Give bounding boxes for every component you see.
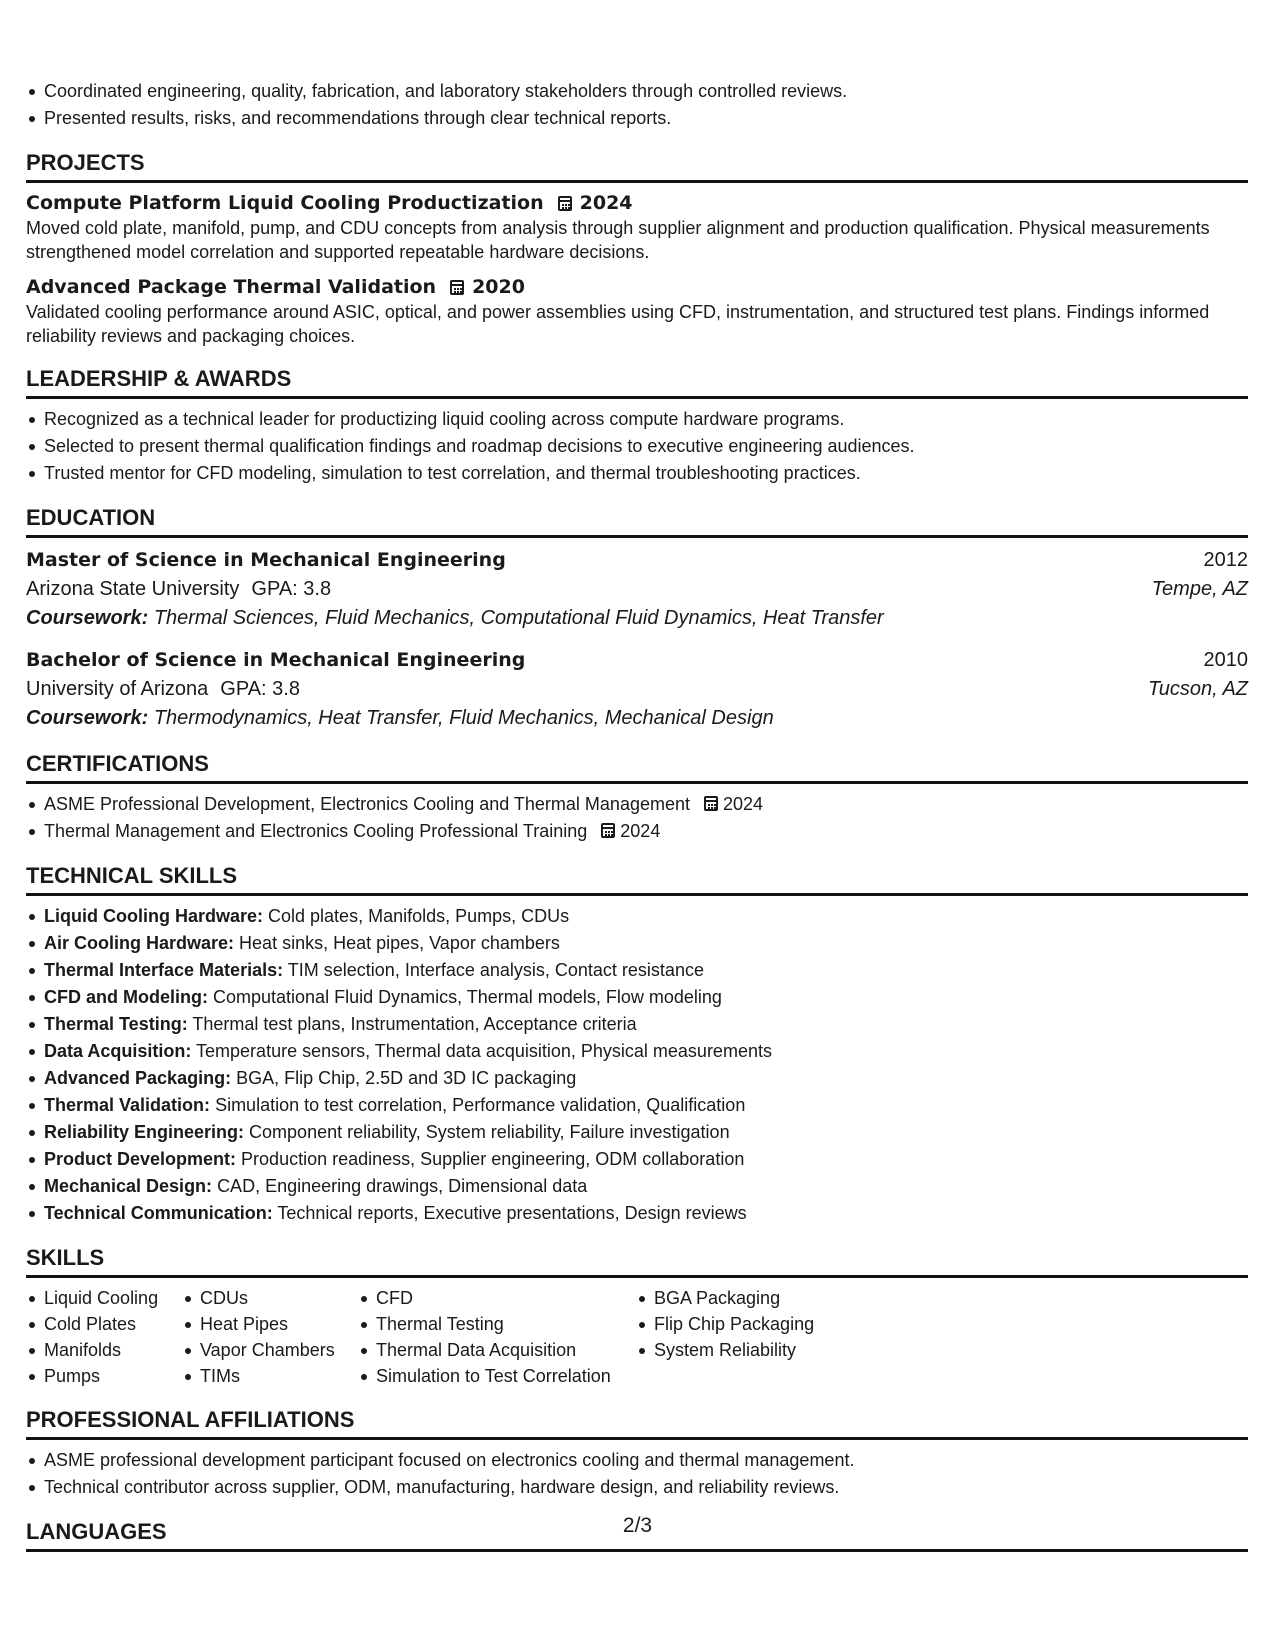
list-item: CFD xyxy=(358,1285,636,1311)
skill-category: Thermal Validation: xyxy=(44,1095,211,1115)
list-item: Heat Pipes xyxy=(182,1311,358,1337)
skill-category: Advanced Packaging: xyxy=(44,1068,232,1088)
certification-year: 2024 xyxy=(620,821,661,841)
list-item xyxy=(26,984,1248,1011)
list-item: BGA Packaging xyxy=(636,1285,814,1311)
location: Tempe, AZ xyxy=(1151,578,1248,600)
section-title-leadership: LEADERSHIP & AWARDS xyxy=(26,364,1248,399)
skill-values: Temperature sensors, Thermal data acquisition, Physical measurements xyxy=(196,1041,772,1061)
calendar-icon xyxy=(704,796,718,811)
list-item xyxy=(26,1065,1248,1092)
list-item: Manifolds xyxy=(26,1337,182,1363)
education-entry xyxy=(26,645,1248,733)
project-entry xyxy=(26,190,1248,264)
project-entry xyxy=(26,274,1248,348)
section-title-languages: LANGUAGES xyxy=(26,1517,1248,1552)
section-title-education: EDUCATION xyxy=(26,503,1248,538)
list-item: CDUs xyxy=(182,1285,358,1311)
project-name: Advanced Package Thermal Validation xyxy=(26,276,437,298)
school: Arizona State University xyxy=(26,578,240,600)
coursework-label: Coursework: xyxy=(26,707,149,729)
leadership-list xyxy=(26,406,1248,487)
project-year: 2020 xyxy=(472,276,525,298)
section-title-affiliations: PROFESSIONAL AFFILIATIONS xyxy=(26,1405,1248,1440)
resume-page xyxy=(26,78,1248,1559)
list-item xyxy=(26,1200,1248,1227)
calendar-icon xyxy=(450,280,464,295)
location: Tucson, AZ xyxy=(1147,678,1248,700)
page-number: 2/3 xyxy=(622,1514,653,1537)
list-item xyxy=(26,1038,1248,1065)
skill-values: Component reliability, System reliability, Failure investigation xyxy=(249,1122,730,1142)
certification-name: ASME Professional Development, Electronics Cooling and Thermal Management xyxy=(44,794,690,814)
list-item xyxy=(26,930,1248,957)
degree: Master of Science in Mechanical Engineering xyxy=(26,549,506,571)
list-item xyxy=(26,1011,1248,1038)
list-item xyxy=(26,1092,1248,1119)
skill-values: CAD, Engineering drawings, Dimensional data xyxy=(217,1176,588,1196)
list-item: Liquid Cooling xyxy=(26,1285,182,1311)
affiliations-list xyxy=(26,1447,1248,1501)
section-title-projects: PROJECTS xyxy=(26,148,1248,183)
skill-values: Cold plates, Manifolds, Pumps, CDUs xyxy=(268,906,570,926)
gpa: GPA: 3.8 xyxy=(220,678,300,700)
skill-values: Simulation to test correlation, Performance validation, Qualification xyxy=(215,1095,746,1115)
skill-category: Thermal Testing: xyxy=(44,1014,188,1034)
skill-values: TIM selection, Interface analysis, Contact resistance xyxy=(287,960,704,980)
graduation-year: 2012 xyxy=(1203,549,1248,571)
list-item: Pumps xyxy=(26,1363,182,1389)
coursework: Thermal Sciences, Fluid Mechanics, Computational Fluid Dynamics, Heat Transfer xyxy=(153,607,884,629)
list-item: Presented results, risks, and recommendations through clear technical reports. xyxy=(26,105,1248,132)
list-item: ASME professional development participant focused on electronics cooling and thermal management. xyxy=(26,1447,1248,1474)
calendar-icon xyxy=(558,196,572,211)
skill-values: BGA, Flip Chip, 2.5D and 3D IC packaging xyxy=(236,1068,577,1088)
skills-column xyxy=(182,1285,358,1389)
skills-column xyxy=(358,1285,636,1389)
skill-category: Reliability Engineering: xyxy=(44,1122,245,1142)
list-item: Vapor Chambers xyxy=(182,1337,358,1363)
skill-category: Technical Communication: xyxy=(44,1203,273,1223)
skill-category: Air Cooling Hardware: xyxy=(44,933,235,953)
list-item xyxy=(26,1119,1248,1146)
project-description: Moved cold plate, manifold, pump, and CDU concepts from analysis through supplier alignment and production qualification. Physical measurements strengthened model correlation and supported repeatable hardware decisions. xyxy=(26,218,1210,262)
list-item: Cold Plates xyxy=(26,1311,182,1337)
technical-skills-list xyxy=(26,903,1248,1227)
list-item xyxy=(26,818,1248,845)
school: University of Arizona xyxy=(26,678,209,700)
certifications-list xyxy=(26,791,1248,845)
list-item: Coordinated engineering, quality, fabrication, and laboratory stakeholders through controlled reviews. xyxy=(26,78,1248,105)
list-item xyxy=(26,791,1248,818)
skill-values: Heat sinks, Heat pipes, Vapor chambers xyxy=(239,933,560,953)
skills-column xyxy=(26,1285,182,1389)
skills-column xyxy=(636,1285,814,1389)
list-item: Simulation to Test Correlation xyxy=(358,1363,636,1389)
list-item: Technical contributor across supplier, ODM, manufacturing, hardware design, and reliability reviews. xyxy=(26,1474,1248,1501)
skill-category: Data Acquisition: xyxy=(44,1041,192,1061)
skill-values: Technical reports, Executive presentations, Design reviews xyxy=(277,1203,747,1223)
list-item xyxy=(26,903,1248,930)
list-item xyxy=(26,1173,1248,1200)
skill-category: Mechanical Design: xyxy=(44,1176,213,1196)
graduation-year: 2010 xyxy=(1203,649,1248,671)
certification-name: Thermal Management and Electronics Cooling Professional Training xyxy=(44,821,588,841)
skill-category: Thermal Interface Materials: xyxy=(44,960,284,980)
skills-grid xyxy=(26,1285,1248,1389)
section-title-technical-skills: TECHNICAL SKILLS xyxy=(26,861,1248,896)
coursework: Thermodynamics, Heat Transfer, Fluid Mechanics, Mechanical Design xyxy=(153,707,774,729)
skill-category: CFD and Modeling: xyxy=(44,987,208,1007)
list-item: Trusted mentor for CFD modeling, simulation to test correlation, and thermal troubleshooting practices. xyxy=(26,460,1248,487)
certification-year: 2024 xyxy=(723,794,764,814)
list-item: Recognized as a technical leader for productizing liquid cooling across compute hardware programs. xyxy=(26,406,1248,433)
list-item: Flip Chip Packaging xyxy=(636,1311,814,1337)
list-item: TIMs xyxy=(182,1363,358,1389)
skill-category: Product Development: xyxy=(44,1149,237,1169)
section-title-certifications: CERTIFICATIONS xyxy=(26,749,1248,784)
degree: Bachelor of Science in Mechanical Engineering xyxy=(26,649,526,671)
project-description: Validated cooling performance around ASIC, optical, and power assemblies using CFD, instrumentation, and structured test plans. Findings informed reliability reviews and packaging choices. xyxy=(26,302,1210,346)
project-year: 2024 xyxy=(579,192,633,214)
skill-category: Liquid Cooling Hardware: xyxy=(44,906,263,926)
list-item: System Reliability xyxy=(636,1337,814,1363)
list-item xyxy=(26,1146,1248,1173)
calendar-icon xyxy=(601,823,615,838)
list-item: Selected to present thermal qualification findings and roadmap decisions to executive engineering audiences. xyxy=(26,433,1248,460)
gpa: GPA: 3.8 xyxy=(251,578,332,600)
skill-values: Thermal test plans, Instrumentation, Acceptance criteria xyxy=(192,1014,637,1034)
list-item: Thermal Testing xyxy=(358,1311,636,1337)
list-item: Thermal Data Acquisition xyxy=(358,1337,636,1363)
skill-values: Computational Fluid Dynamics, Thermal models, Flow modeling xyxy=(213,987,722,1007)
skill-values: Production readiness, Supplier engineering, ODM collaboration xyxy=(241,1149,745,1169)
list-item xyxy=(26,957,1248,984)
education-entry xyxy=(26,545,1248,633)
experience-bullets xyxy=(26,78,1248,132)
project-name: Compute Platform Liquid Cooling Productization xyxy=(26,192,544,214)
section-title-skills: SKILLS xyxy=(26,1243,1248,1278)
coursework-label: Coursework: xyxy=(26,607,149,629)
